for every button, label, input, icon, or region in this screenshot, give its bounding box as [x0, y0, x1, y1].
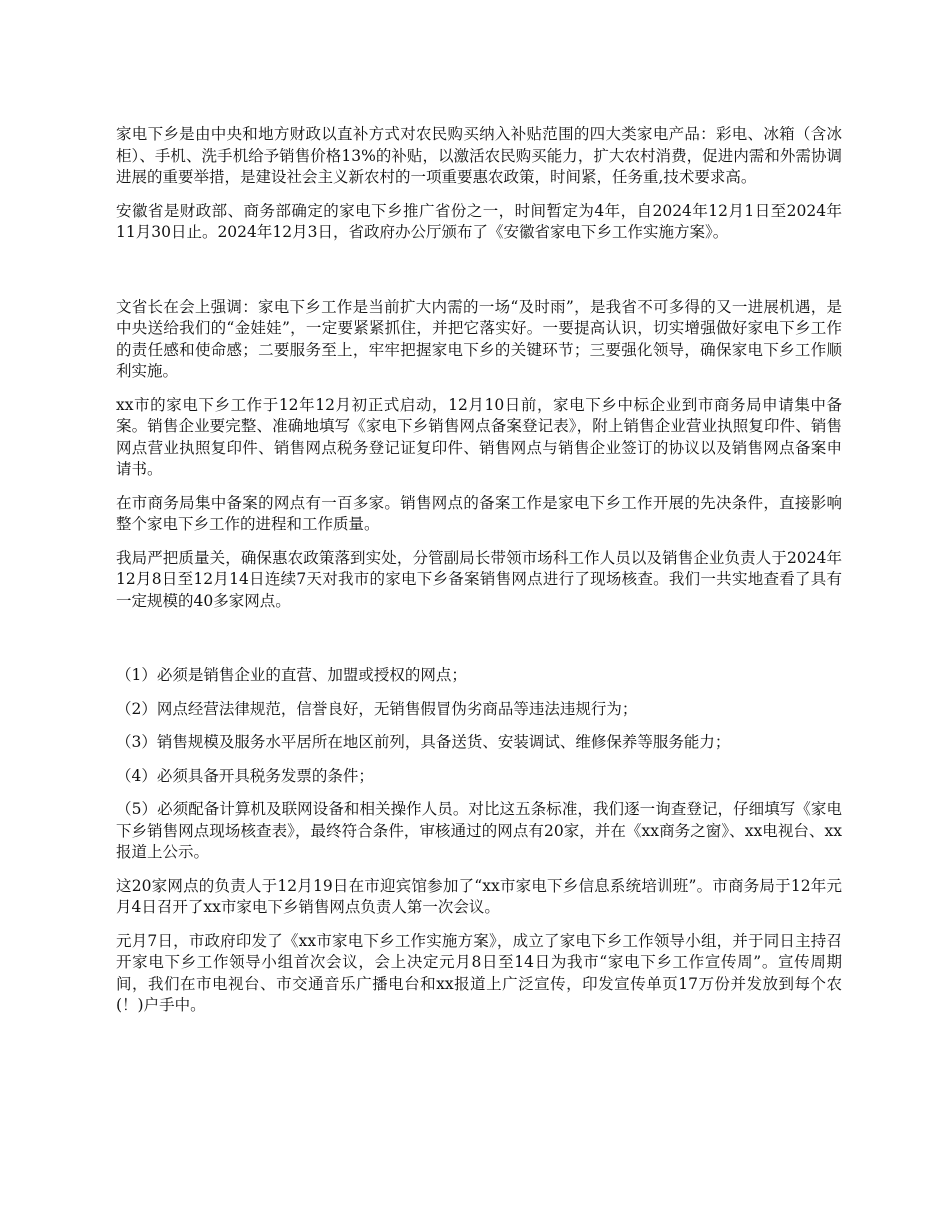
- paragraph-governor: 文省长在会上强调：家电下乡工作是当前扩大内需的一场“及时雨”，是我省不可多得的又一进展机遇，是中央送给我们的“金娃娃”，一定要紧紧抓住，并把它落实好。一要提高认识，切实增强做好家电下乡工作的责任感和使命感；二要服务至上，牢牢把握家电下乡的关键环节；三要强化领导，确保家电下乡工作顺利实施。: [116, 297, 842, 380]
- paragraph-inspection: 我局严把质量关，确保惠农政策落到实处，分管副局长带领市场科工作人员以及销售企业负责人于2024年12月8日至12月14日连续7天对我市的家电下乡备案销售网点进行了现场核查。我们一共实地查看了具有一定规模的40多家网点。: [116, 548, 842, 610]
- paragraph-anhui: 安徽省是财政部、商务部确定的家电下乡推广省份之一，时间暂定为4年，自2024年12月1日至2024年11月30日止。2024年12月3日，省政府办公厅颁布了《安徽省家电下乡工作实施方案》。: [116, 201, 842, 241]
- paragraph-registration: 在市商务局集中备案的网点有一百多家。销售网点的备案工作是家电下乡工作开展的先决条件，直接影响整个家电下乡工作的进程和工作质量。: [116, 493, 842, 533]
- criteria-item-3: （3）销售规模及服务水平居所在地区前列，具备送货、安装调试、维修保养等服务能力；: [116, 733, 731, 751]
- paragraph-publicity: 元月7日，市政府印发了《xx市家电下乡工作实施方案》，成立了家电下乡工作领导小组，并于同日主持召开家电下乡工作领导小组首次会议，会上决定元月8日至14日为我市“家电下乡工作宣传周”。宣传周期间，我们在市电视台、市交通音乐广播电台和xx报道上广泛宣传，印发宣传单页17万份并发放到每个农(！)户手中。: [116, 931, 842, 1014]
- paragraph-training: 这20家网点的负责人于12月19日在市迎宾馆参加了“xx市家电下乡信息系统培训班”。市商务局于12年元月4日召开了xx市家电下乡销售网点负责人第一次会议。: [116, 876, 842, 916]
- criteria-item-1: （1）必须是销售企业的直营、加盟或授权的网点；: [116, 666, 467, 684]
- section-gap: [116, 624, 842, 665]
- paragraph-intro: 家电下乡是由中央和地方财政以直补方式对农民购买纳入补贴范围的四大类家电产品：彩电、冰箱（含冰柜）、手机、洗手机给予销售价格13%的补贴，以激活农民购买能力，扩大农村消费，促进内需和外需协调进展的重要举措，是建设社会主义新农村的一项重要惠农政策，时间紧，任务重,技术要求高。: [116, 125, 842, 186]
- criteria-item-4: （4）必须具备开具税务发票的条件；: [116, 766, 374, 785]
- criteria-item-5: （5）必须配备计算机及联网设备和相关操作人员。对比这五条标准，我们逐一询查登记，仔细填写《家电下乡销售网点现场核查表》，最终符合条件，审核通过的网点有20家，并在《xx商务之窗》、xx电视台、xx报道上公示。: [116, 800, 842, 861]
- document-body: [116, 124, 842, 1029]
- paragraph-city-launch: xx市的家电下乡工作于12年12月初正式启动，12月10日前，家电下乡中标企业到市商务局申请集中备案。销售企业要完整、准确地填写《家电下乡销售网点备案登记表》，附上销售企业营业执照复印件、销售网点营业执照复印件、销售网点税务登记证复印件、销售网点与销售企业签订的协议以及销售网点备案申请书。: [116, 395, 842, 478]
- section-gap: [116, 256, 842, 297]
- criteria-item-2: （2）网点经营法律规范，信誉良好，无销售假冒伪劣商品等违法违规行为；: [116, 699, 638, 718]
